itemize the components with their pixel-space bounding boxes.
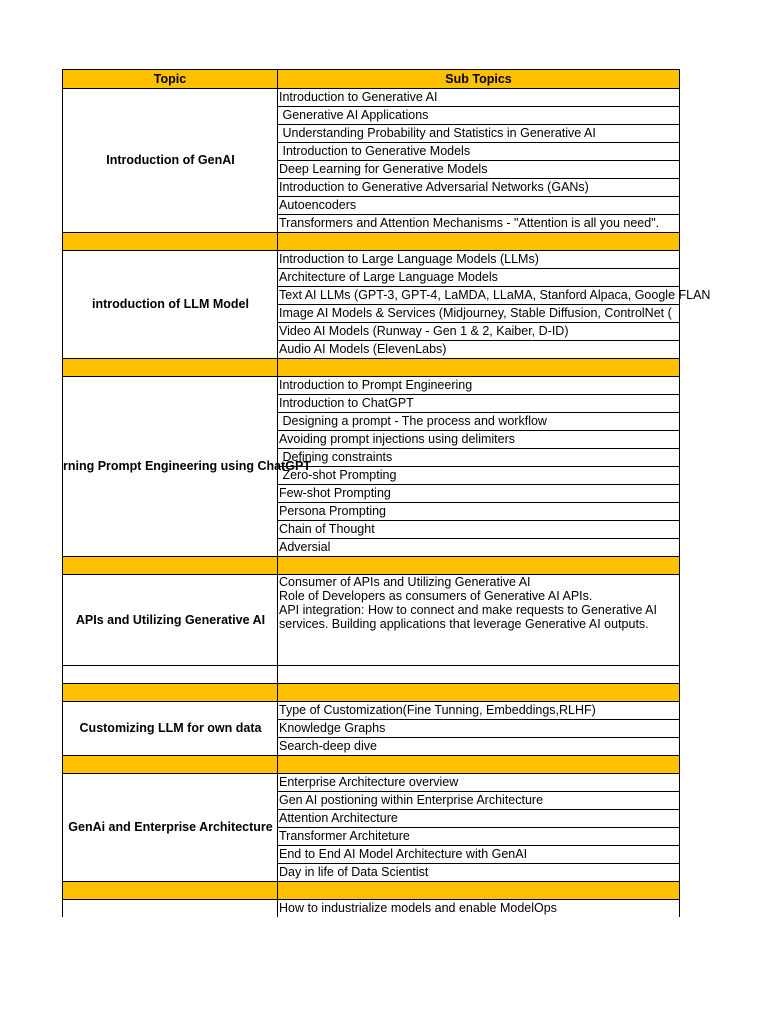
sub-topic-cell: Introduction to ChatGPT — [278, 395, 680, 413]
blank-cell — [63, 666, 278, 684]
section-topic-label: Customizing LLM for own data — [79, 721, 262, 735]
sub-topic-cell: End to End AI Model Architecture with GenAI — [278, 846, 680, 864]
sub-topic-cell: Search-deep dive — [278, 738, 680, 756]
sub-topic-cell: Architecture of Large Language Models — [278, 269, 680, 287]
sub-topic-row — [63, 900, 680, 918]
section-topic — [63, 89, 278, 233]
sub-topics-header: Sub Topics — [278, 70, 680, 89]
section-separator — [63, 684, 680, 702]
sub-topic-cell: Introduction to Large Language Models (LLMs) — [278, 251, 680, 269]
sub-topic-cell: Few-shot Prompting — [278, 485, 680, 503]
sub-topic-cell: Type of Customization(Fine Tunning, Embeddings,RLHF) — [278, 702, 680, 720]
sub-topic-cell: Introduction to Prompt Engineering — [278, 377, 680, 395]
sub-topic-cell: Persona Prompting — [278, 503, 680, 521]
section-separator — [63, 882, 680, 900]
sub-topic-line: services. Building applications that leverage Generative AI outputs. — [279, 617, 649, 631]
blank-cell — [278, 666, 680, 684]
sub-topic-cell: Day in life of Data Scientist — [278, 864, 680, 882]
sub-topic-row — [63, 377, 680, 395]
sub-topic-line: API integration: How to connect and make requests to Generative AI — [279, 603, 657, 617]
sub-topic-cell: Deep Learning for Generative Models — [278, 161, 680, 179]
sub-topic-cell: Audio AI Models (ElevenLabs) — [278, 341, 680, 359]
separator-cell — [278, 882, 680, 900]
separator-cell — [278, 359, 680, 377]
section-topic — [63, 774, 278, 882]
sub-topic-cell: Adversial — [278, 539, 680, 557]
section-topic-label: Introduction of GenAI — [106, 153, 235, 167]
sub-topic-multiline — [278, 575, 680, 666]
separator-cell — [278, 557, 680, 575]
section-row — [63, 575, 680, 666]
separator-cell — [278, 233, 680, 251]
topics-table — [62, 69, 711, 917]
separator-cell — [63, 684, 278, 702]
section-topic — [63, 251, 278, 359]
sub-topic-cell: Gen AI postioning within Enterprise Architecture — [278, 792, 680, 810]
sub-topic-cell: Introduction to Generative AI — [278, 89, 680, 107]
sub-topic-cell: Designing a prompt - The process and workflow — [278, 413, 680, 431]
spreadsheet — [62, 69, 711, 917]
sub-topic-cell: Generative AI Applications — [278, 107, 680, 125]
section-topic — [63, 900, 278, 918]
separator-cell — [63, 756, 278, 774]
sub-topic-cell: Autoencoders — [278, 197, 680, 215]
sub-topic-line: Consumer of APIs and Utilizing Generative AI — [279, 575, 531, 589]
blank-row — [63, 666, 680, 684]
sub-topic-cell: Knowledge Graphs — [278, 720, 680, 738]
sub-topic-line: Role of Developers as consumers of Generative AI APIs. — [279, 589, 593, 603]
sub-topic-row — [63, 251, 680, 269]
sub-topic-cell: Video AI Models (Runway - Gen 1 & 2, Kaiber, D-ID) — [278, 323, 680, 341]
section-topic-label: GenAi and Enterprise Architecture — [68, 820, 273, 834]
section-topic-label: introduction of LLM Model — [92, 297, 249, 311]
sub-topic-cell: Introduction to Generative Adversarial Networks (GANs) — [278, 179, 680, 197]
sub-topic-cell: Chain of Thought — [278, 521, 680, 539]
sub-topic-cell: Avoiding prompt injections using delimiters — [278, 431, 680, 449]
section-topic — [63, 702, 278, 756]
section-separator — [63, 233, 680, 251]
sub-topic-cell: Transformer Architeture — [278, 828, 680, 846]
sub-topic-cell: Introduction to Generative Models — [278, 143, 680, 161]
sub-topic-cell: Understanding Probability and Statistics in Generative AI — [278, 125, 680, 143]
section-topic — [63, 575, 278, 666]
section-separator — [63, 359, 680, 377]
sub-topic-cell: Enterprise Architecture overview — [278, 774, 680, 792]
section-separator — [63, 756, 680, 774]
topic-header: Topic — [63, 70, 278, 89]
sub-topic-row — [63, 89, 680, 107]
section-topic-label: APIs and Utilizing Generative AI — [75, 612, 266, 627]
separator-cell — [63, 233, 278, 251]
sub-topic-cell: How to industrialize models and enable ModelOps — [278, 900, 680, 918]
separator-cell — [278, 684, 680, 702]
section-topic-label: rning Prompt Engineering using ChatGPT — [63, 459, 311, 473]
separator-cell — [63, 557, 278, 575]
section-separator — [63, 557, 680, 575]
header-row — [63, 70, 680, 89]
sub-topic-cell: Transformers and Attention Mechanisms - "Attention is all you need". — [278, 215, 680, 233]
sub-topic-cell: Text AI LLMs (GPT-3, GPT-4, LaMDA, LLaMA, Stanford Alpaca, Google FLAN — [278, 287, 680, 305]
separator-cell — [278, 756, 680, 774]
sub-topic-cell: Zero-shot Prompting — [278, 467, 680, 485]
sub-topic-cell: Attention Architecture — [278, 810, 680, 828]
separator-cell — [63, 359, 278, 377]
separator-cell — [63, 882, 278, 900]
sub-topic-row — [63, 702, 680, 720]
sub-topic-cell: Image AI Models & Services (Midjourney, Stable Diffusion, ControlNet ( — [278, 305, 680, 323]
sub-topic-cell: Defining constraints — [278, 449, 680, 467]
sub-topic-row — [63, 774, 680, 792]
